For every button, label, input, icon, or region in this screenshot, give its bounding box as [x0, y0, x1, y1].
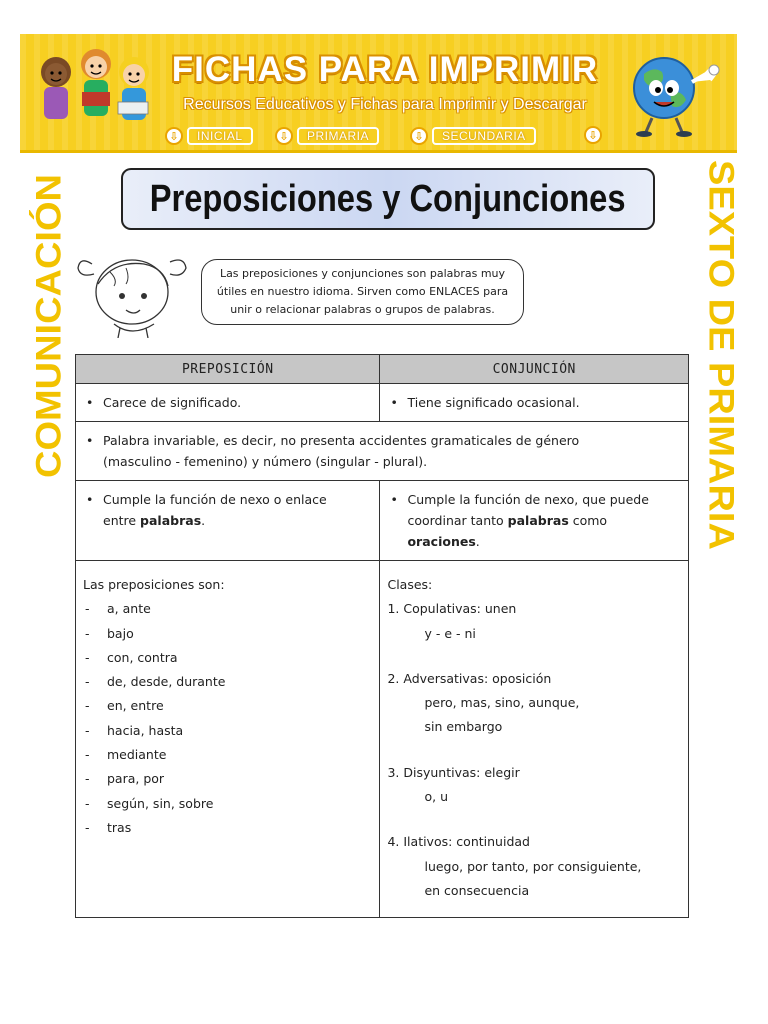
comparison-table [75, 354, 689, 918]
table-row [76, 422, 689, 481]
cell-line: coordinar tanto [407, 513, 508, 528]
table-cell [380, 481, 689, 561]
class-heading: 4. Ilativos: continuidad [387, 834, 530, 850]
list-item: - para, por [83, 767, 373, 791]
class-examples: en consecuencia [424, 882, 530, 898]
cell-text [380, 489, 678, 552]
column-header-conjuncion: CONJUNCIÓN [380, 355, 689, 384]
table-row [76, 561, 689, 918]
download-arrow-icon: ⇩ [584, 126, 602, 144]
conjunction-classes [387, 597, 682, 903]
subject-label: COMUNICACIÓN [30, 174, 69, 478]
nav-primaria[interactable] [275, 126, 379, 146]
list-item: - tras [83, 816, 373, 840]
list-item: - hacia, hasta [83, 719, 373, 743]
bubble-line: unir o relacionar palabras o grupos de palabras. [230, 303, 495, 316]
bubble-line: Las preposiciones y conjunciones son palabras muy [219, 267, 506, 280]
girl-illustration [74, 254, 192, 338]
list-item: - a, ante [83, 597, 373, 621]
preposition-list [83, 597, 373, 840]
nav-inicial[interactable] [165, 126, 253, 146]
spacer [387, 740, 682, 761]
nav-label: PRIMARIA [297, 127, 379, 145]
nav-label: SECUNDARIA [432, 127, 536, 145]
site-subtitle: Recursos Educativos y Fichas para Imprimir y Descargar [183, 96, 587, 113]
cell-line: Cumple la función de nexo, que puede [407, 492, 649, 507]
class-examples: luego, por tanto, por consiguiente, [424, 858, 642, 874]
cell-text: • Carece de significado. [76, 392, 369, 413]
class-examples: y - e - ni [424, 625, 476, 641]
bold-word: oraciones [407, 534, 476, 549]
bubble-line: útiles en nuestro idioma. Sirven como ENLACES para [216, 285, 509, 298]
table-header-row [76, 355, 689, 384]
cell-text [76, 489, 369, 531]
table-cell [76, 422, 689, 481]
cell-line: Palabra invariable, es decir, no presenta accidentes gramaticales de género [103, 433, 580, 448]
download-arrow-icon: ⇩ [410, 127, 428, 145]
cell-line: como [568, 513, 608, 528]
table-cell [76, 561, 380, 918]
list-item: - bajo [83, 622, 373, 646]
spacer [387, 809, 682, 830]
cell-line: Cumple la función de nexo o enlace [103, 492, 327, 507]
worksheet-title-box [121, 168, 655, 230]
globe-mascot-icon [626, 52, 726, 138]
nav-label: INICIAL [187, 127, 253, 145]
prep-intro: Las preposiciones son: [83, 577, 225, 592]
class-examples: o, u [424, 789, 448, 805]
class-heading: 2. Adversativas: oposición [387, 670, 552, 686]
class-heading: 1. Copulativas: unen [387, 601, 517, 617]
cell-line: . [475, 534, 480, 549]
cell-line: entre [103, 513, 141, 528]
cell-line: . [201, 513, 206, 528]
list-item: - de, desde, durante [83, 670, 373, 694]
list-item: - en, entre [83, 694, 373, 718]
download-arrow-icon: ⇩ [275, 127, 293, 145]
grade-label: SEXTO DE PRIMARIA [701, 160, 740, 550]
table-row [76, 384, 689, 422]
cell-text: • Tiene significado ocasional. [380, 392, 678, 413]
cell-text [76, 430, 678, 472]
nav-secundaria[interactable] [410, 126, 536, 146]
bold-word: palabras [140, 513, 202, 528]
table-cell [380, 384, 689, 422]
nav-end-arrow [584, 126, 602, 144]
kids-illustration [34, 42, 160, 132]
download-arrow-icon: ⇩ [165, 127, 183, 145]
class-examples: sin embargo [424, 719, 503, 735]
worksheet-title: Preposiciones y Conjunciones [150, 177, 626, 220]
table-row [76, 481, 689, 561]
site-title: FICHAS PARA IMPRIMIR [171, 50, 599, 89]
class-heading: 3. Disyuntivas: elegir [387, 764, 520, 780]
column-header-preposicion: PREPOSICIÓN [76, 355, 380, 384]
spacer [387, 646, 682, 667]
speech-bubble [201, 259, 524, 325]
list-item: - mediante [83, 743, 373, 767]
class-examples: pero, mas, sino, aunque, [424, 695, 580, 711]
cell-line: (masculino - femenino) y número (singular - plural). [103, 454, 428, 469]
table-cell [76, 384, 380, 422]
list-item: - con, contra [83, 646, 373, 670]
table-cell [380, 561, 689, 918]
list-item: - según, sin, sobre [83, 792, 373, 816]
table-cell [76, 481, 380, 561]
conj-intro: Clases: [387, 577, 433, 592]
bold-word: palabras [507, 513, 569, 528]
